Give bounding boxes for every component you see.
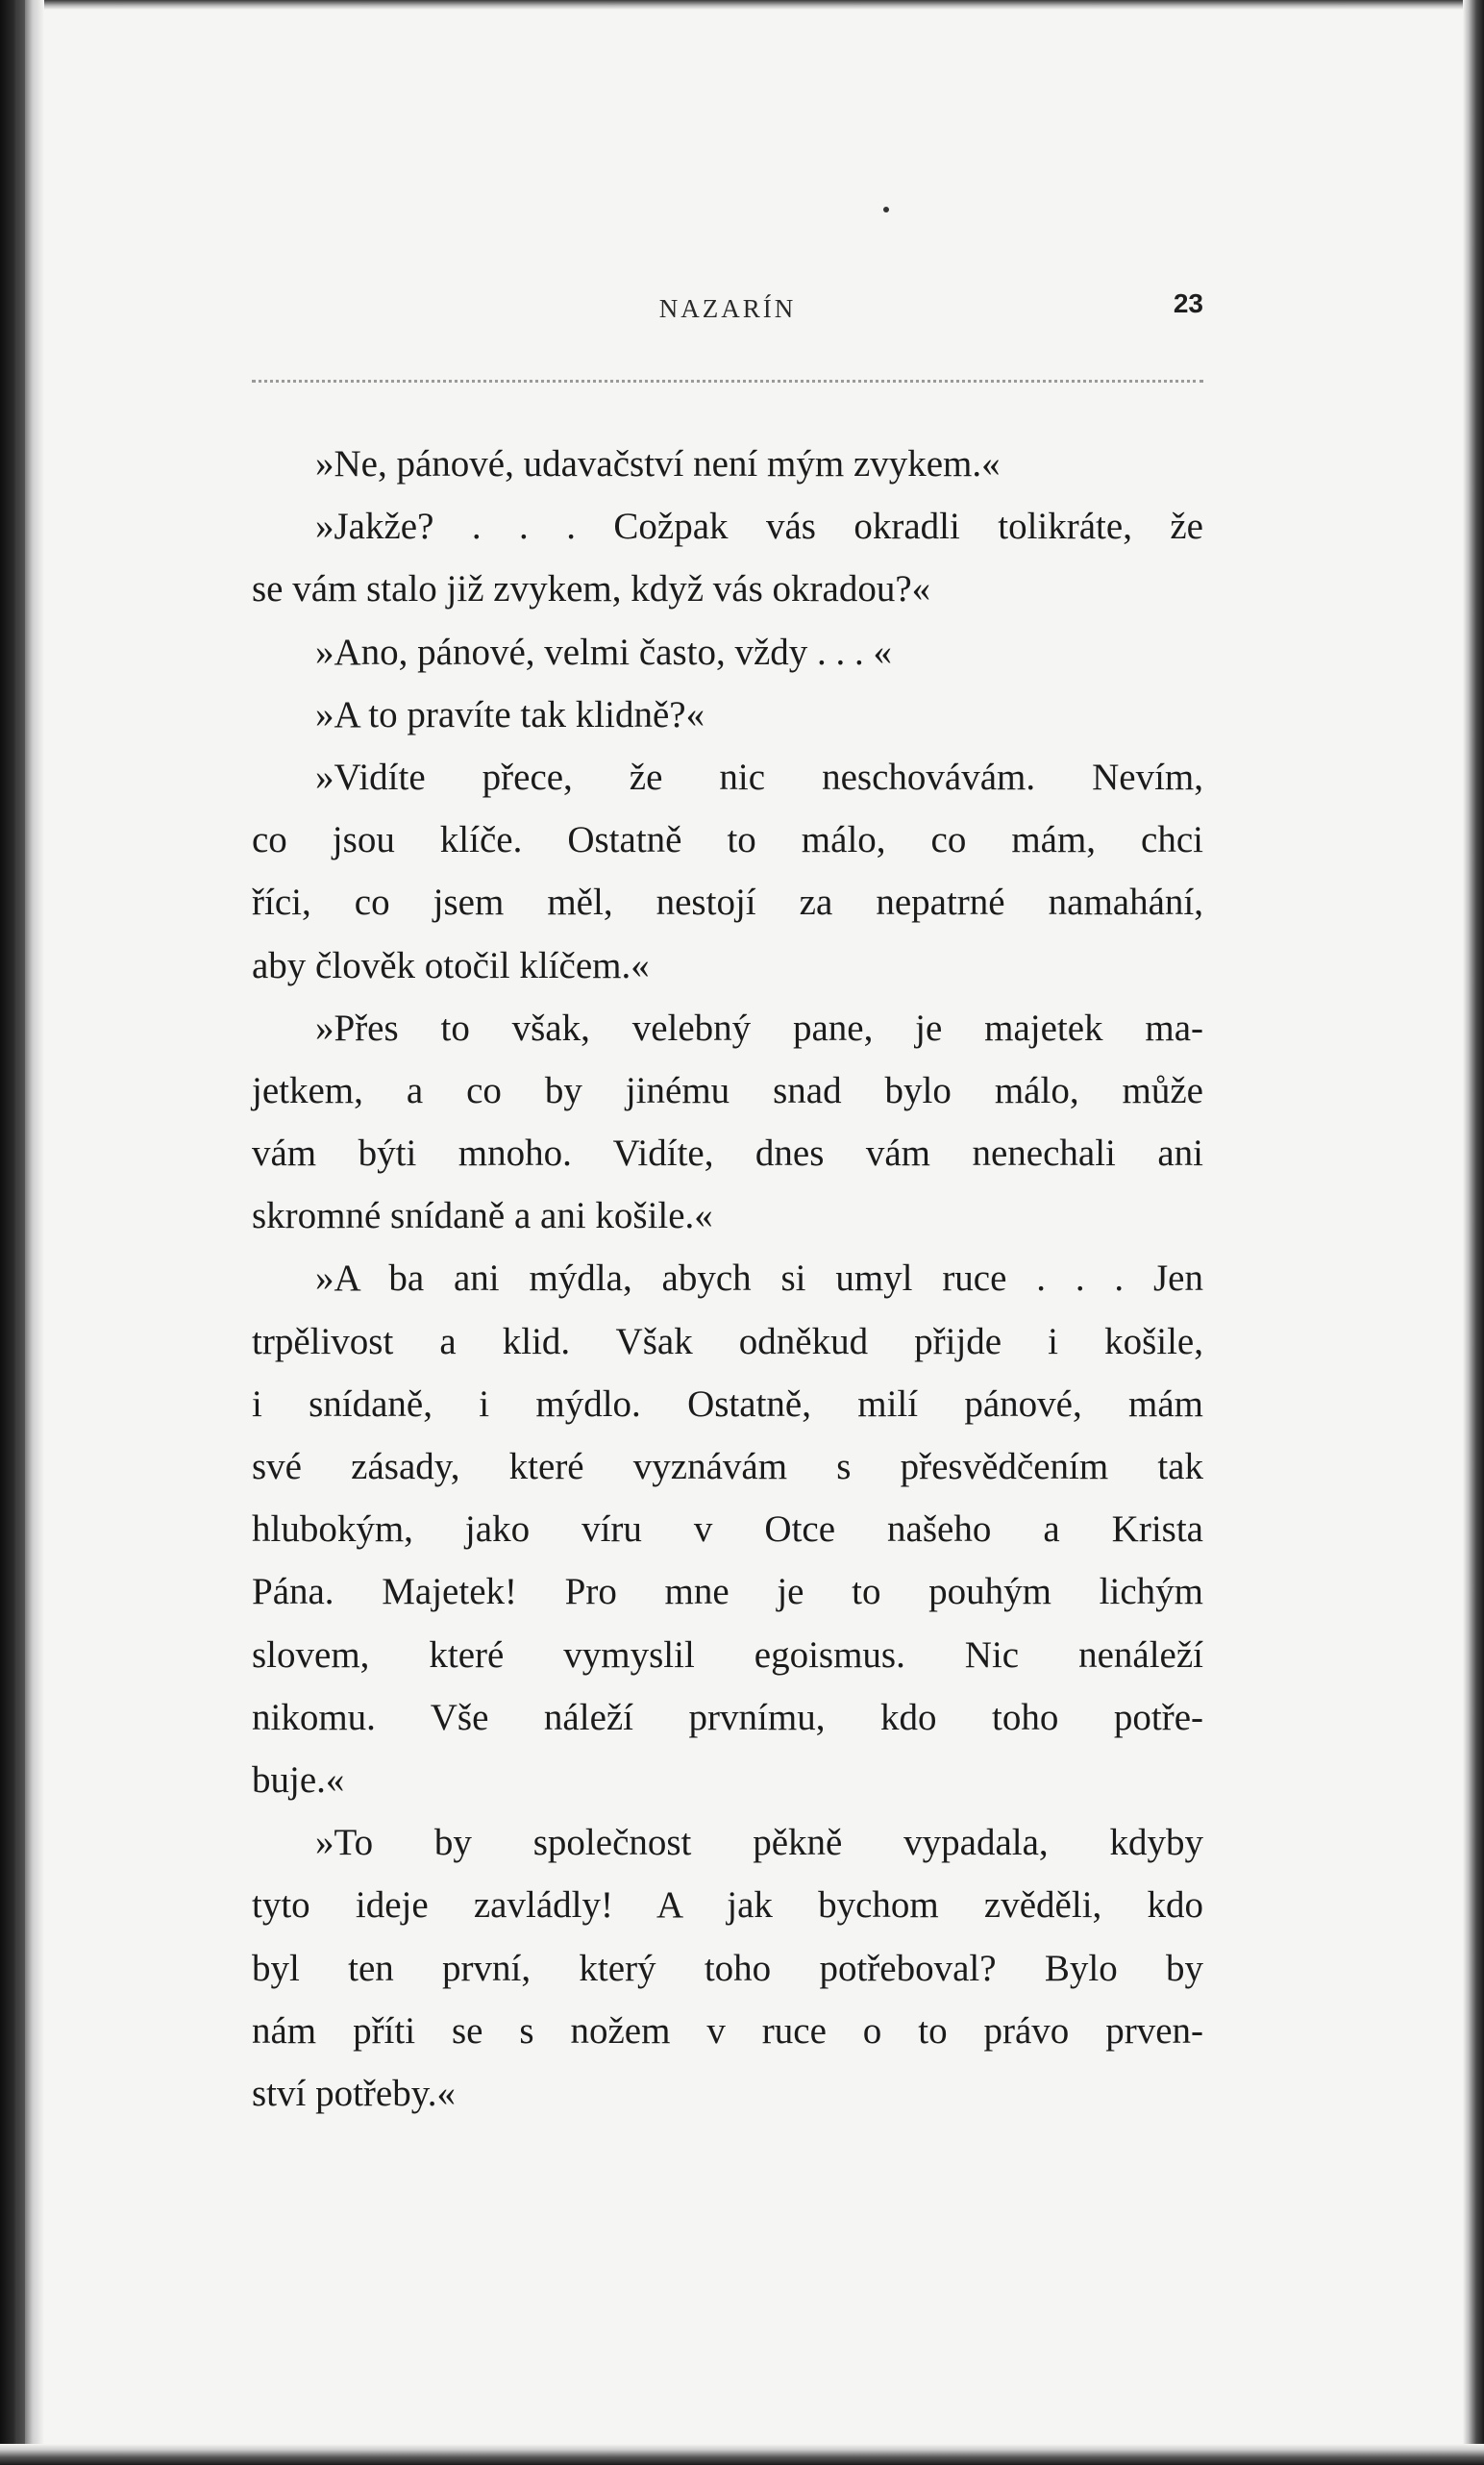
body-text xyxy=(252,433,1203,2125)
page-top-edge xyxy=(0,0,1484,10)
dust-speck xyxy=(883,207,889,212)
text-line: »A ba ani mýdla, abych si umyl ruce . . . Jen xyxy=(315,1257,1203,1300)
text-line: své zásady, které vyznávám s přesvědčením tak xyxy=(252,1446,1203,1487)
page-binding-line xyxy=(17,0,25,2465)
text-line: »To by společnost pěkně vypadala, kdyby xyxy=(315,1822,1203,1864)
text-line: buje.« xyxy=(252,1758,345,1801)
text-line: »A to pravíte tak klidně?« xyxy=(315,693,705,735)
text-line: se vám stalo již zvykem, když vás okradou?« xyxy=(252,568,931,610)
text-line: nám příti se s nožem v ruce o to právo prven- xyxy=(252,2009,1203,2052)
text-line: i snídaně, i mýdlo. Ostatně, milí pánové, mám xyxy=(252,1382,1203,1425)
text-line: »Ano, pánové, velmi často, vždy . . . « xyxy=(315,631,893,673)
text-line: »Přes to však, velebný pane, je majetek ma- xyxy=(315,1007,1203,1049)
page-number: 23 xyxy=(1173,288,1203,318)
text-line: tyto ideje zavládly! A jak bychom zvěděli, kdo xyxy=(252,1884,1203,1927)
text-line: vám býti mnoho. Vidíte, dnes vám nenechali ani xyxy=(252,1133,1203,1175)
text-line: hlubokým, jako víru v Otce našeho a Krista xyxy=(252,1508,1203,1551)
text-line: nikomu. Vše náleží prvnímu, kdo toho potře- xyxy=(252,1696,1203,1738)
header-rule xyxy=(252,380,1203,383)
text-line: Pána. Majetek! Pro mne je to pouhým lichým xyxy=(252,1571,1203,1613)
page-right-edge xyxy=(1463,0,1484,2465)
text-line: »Ne, pánové, udavačství není mým zvykem.« xyxy=(315,443,1001,485)
text-line: byl ten první, který toho potřeboval? Bylo by xyxy=(252,1947,1203,1989)
text-line: aby člověk otočil klíčem.« xyxy=(252,944,650,986)
text-line: jetkem, a co by jinému snad bylo málo, může xyxy=(252,1069,1203,1111)
text-line: ství potřeby.« xyxy=(252,2072,456,2114)
text-line: říci, co jsem měl, nestojí za nepatrné namahání, xyxy=(252,882,1203,924)
text-line: co jsou klíče. Ostatně to málo, co mám, chci xyxy=(252,819,1203,861)
text-line: slovem, které vymyslil egoismus. Nic nenáleží xyxy=(252,1633,1203,1676)
running-title: NAZARÍN xyxy=(658,294,797,323)
running-header xyxy=(252,288,1203,336)
page-bottom-edge xyxy=(0,2444,1484,2465)
text-line: »Vidíte přece, že nic neschovávám. Nevím, xyxy=(315,756,1203,798)
text-line: trpělivost a klid. Však odněkud přijde i košile, xyxy=(252,1320,1203,1362)
text-line: »Jakže? . . . Cožpak vás okradli tolikráte, že xyxy=(315,506,1203,548)
text-line: skromné snídaně a ani košile.« xyxy=(252,1195,713,1237)
